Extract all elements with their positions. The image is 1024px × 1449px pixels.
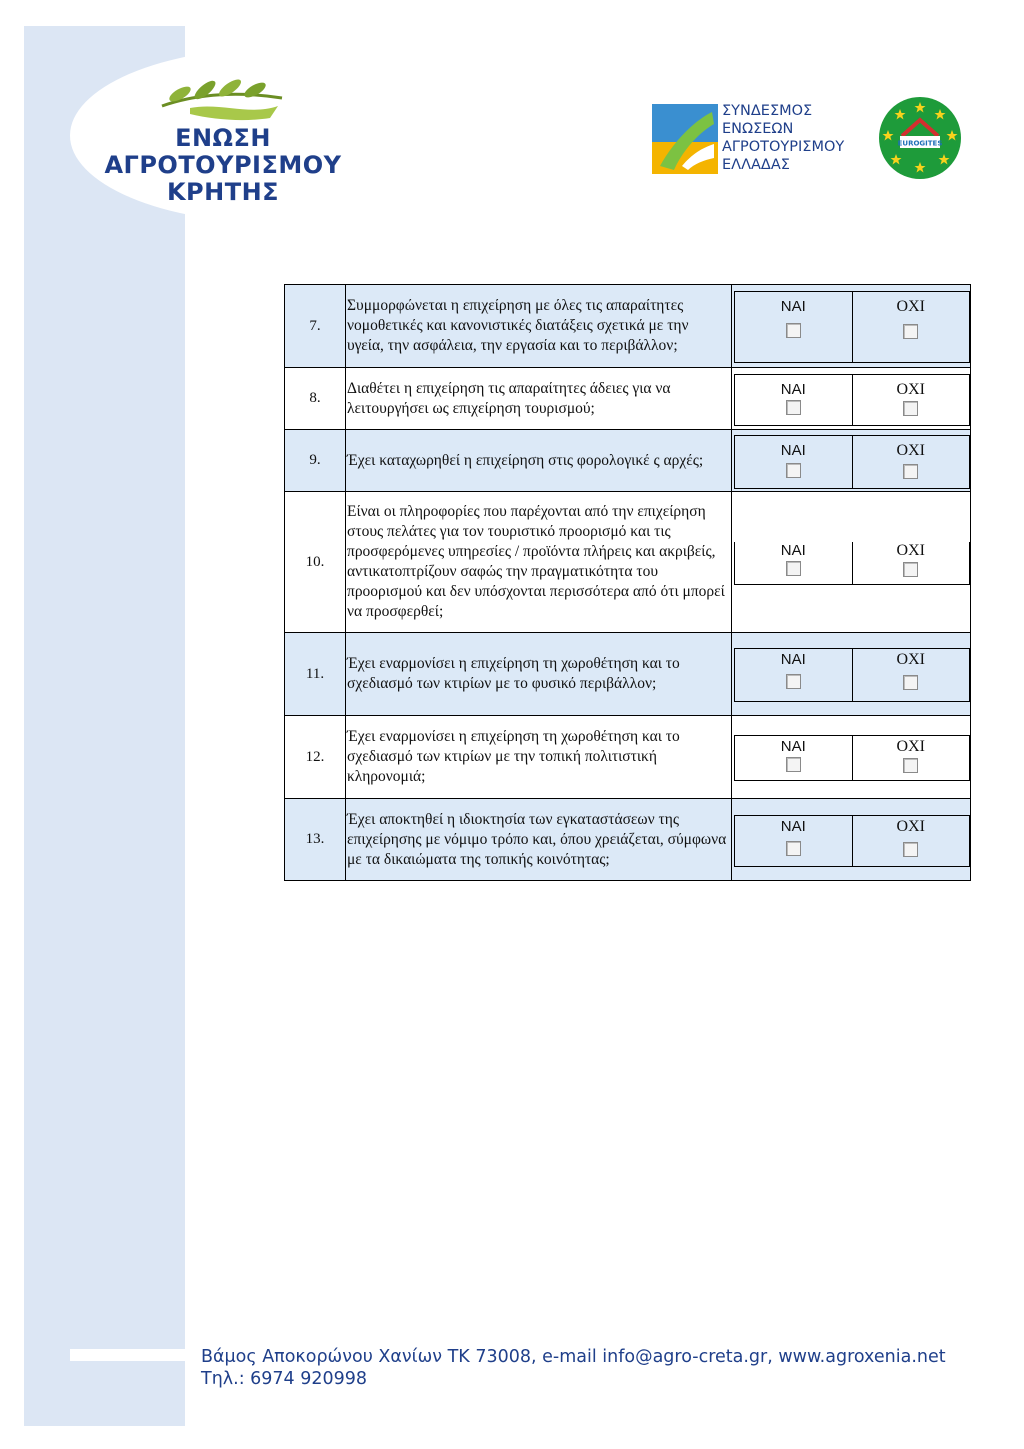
- no-checkbox[interactable]: [903, 842, 918, 857]
- no-option: [852, 816, 970, 866]
- answer-cell: [732, 799, 971, 881]
- yes-checkbox[interactable]: [786, 323, 801, 338]
- question-text: Είναι οι πληροφορίες που παρέχονται από την επιχείρηση στους πελάτες για τον τουριστικό προορισμό και τις προσφερόμενες υπηρεσίες / προϊόντα πλήρεις και ακριβείς, αντικατοπτρίζουν σαφώς την πραγματικότητα του προορισμού και δεν υπόσχονται περισσότερα από ότι μπορεί να προσφερθεί;: [346, 492, 732, 633]
- no-label: ΟΧΙ: [896, 441, 925, 459]
- association-name: [722, 102, 844, 174]
- yes-label: ΝΑΙ: [780, 441, 806, 459]
- no-checkbox[interactable]: [903, 562, 918, 577]
- yes-label: ΝΑΙ: [780, 298, 806, 315]
- eurogites-label: EUROGITES: [897, 139, 943, 148]
- no-option: [852, 649, 970, 701]
- question-number: 7.: [285, 285, 346, 368]
- answer-box: [734, 542, 970, 585]
- question-row-11: [285, 633, 971, 716]
- no-checkbox[interactable]: [903, 324, 918, 339]
- question-row-12: [285, 716, 971, 799]
- no-label: ΟΧΙ: [896, 298, 925, 315]
- yes-option: [735, 292, 852, 362]
- answer-cell: [732, 716, 971, 799]
- logo-line-2: ΑΓΡΟΤΟΥΡΙΣΜΟΥ: [104, 151, 342, 179]
- yes-option: [735, 542, 852, 584]
- question-text: Έχει αποκτηθεί η ιδιοκτησία των εγκαταστάσεων της επιχείρησης με νόμιμο τρόπο και, όπου χρειάζεται, σύμφωνα με τα δικαιώματα της τοπικής κοινότητας;: [346, 799, 732, 881]
- yes-label: ΝΑΙ: [780, 817, 806, 835]
- answer-box: [734, 374, 970, 426]
- question-text: Έχει εναρμονίσει η επιχείρηση τη χωροθέτηση και το σχεδιασμό των κτιρίων με την τοπική πολιτιστική κληρονομιά;: [346, 716, 732, 799]
- yes-option: [735, 816, 852, 866]
- answer-cell: [732, 492, 971, 633]
- no-label: ΟΧΙ: [896, 380, 925, 398]
- yes-checkbox[interactable]: [786, 757, 801, 772]
- no-option: [852, 436, 970, 488]
- answer-box: [734, 291, 970, 363]
- question-row-13: [285, 799, 971, 881]
- answer-box: [734, 815, 970, 867]
- yes-option: [735, 649, 852, 701]
- eurogites-logo: [878, 96, 962, 180]
- questionnaire-table: [284, 284, 971, 881]
- yes-checkbox[interactable]: [786, 561, 801, 576]
- no-option: [852, 542, 970, 584]
- question-text: Διαθέτει η επιχείρηση τις απαραίτητες άδειες για να λειτουργήσει ως επιχείρηση τουρισμού;: [346, 368, 732, 430]
- answer-box: [734, 648, 970, 702]
- yes-checkbox[interactable]: [786, 400, 801, 415]
- yes-option: [735, 375, 852, 425]
- answer-cell: [732, 633, 971, 716]
- answer-cell: [732, 430, 971, 492]
- question-number: 8.: [285, 368, 346, 430]
- answer-box: [734, 435, 970, 489]
- footer-divider: [70, 1349, 185, 1361]
- yes-label: ΝΑΙ: [780, 541, 806, 559]
- yes-label: ΝΑΙ: [780, 651, 806, 668]
- question-row-8: [285, 368, 971, 430]
- no-label: ΟΧΙ: [896, 541, 925, 559]
- yes-option: [735, 436, 852, 488]
- no-option: [852, 736, 970, 780]
- association-line-3: ΑΓΡΟΤΟΥΡΙΣΜΟΥ: [722, 139, 845, 155]
- logo-line-3: ΚΡΗΤΗΣ: [166, 178, 280, 206]
- question-number: 13.: [285, 799, 346, 881]
- question-number: 9.: [285, 430, 346, 492]
- association-line-4: ΕΛΛΑΔΑΣ: [722, 157, 790, 173]
- yes-label: ΝΑΙ: [780, 738, 806, 755]
- no-label: ΟΧΙ: [896, 738, 925, 755]
- yes-option: [735, 736, 852, 780]
- question-number: 12.: [285, 716, 346, 799]
- association-logo: [652, 102, 862, 178]
- association-line-1: ΣΥΝΔΕΣΜΟΣ: [722, 103, 813, 119]
- yes-checkbox[interactable]: [786, 841, 801, 856]
- association-emblem-icon: [652, 104, 718, 174]
- yes-checkbox[interactable]: [786, 674, 801, 689]
- footer-address-line: Βάμος Αποκορώνου Χανίων ΤΚ 73008, e-mail info@agro-creta.gr, www.agroxenia.net: [201, 1347, 946, 1367]
- question-text: Έχει καταχωρηθεί η επιχείρηση στις φορολογικέ ς αρχές;: [346, 430, 732, 492]
- association-line-2: ΕΝΩΣΕΩΝ: [722, 121, 794, 137]
- answer-cell: [732, 285, 971, 368]
- answer-cell: [732, 368, 971, 430]
- question-row-7: [285, 285, 971, 368]
- footer-contact: [201, 1346, 946, 1390]
- yes-checkbox[interactable]: [786, 463, 801, 478]
- yes-label: ΝΑΙ: [780, 380, 806, 398]
- left-sidebar-band: [24, 26, 185, 1426]
- question-number: 11.: [285, 633, 346, 716]
- question-text: Συμμορφώνεται η επιχείρηση με όλες τις απαραίτητες νομοθετικές και κανονιστικές διατάξεις σχετικά με την υγεία, την ασφάλεια, την εργασία και το περιβάλλον;: [346, 285, 732, 368]
- logo-line-1: ΕΝΩΣΗ: [175, 124, 271, 152]
- no-option: [852, 375, 970, 425]
- no-label: ΟΧΙ: [896, 817, 925, 835]
- no-checkbox[interactable]: [903, 464, 918, 479]
- no-label: ΟΧΙ: [896, 651, 925, 668]
- no-checkbox[interactable]: [903, 675, 918, 690]
- question-row-9: [285, 430, 971, 492]
- question-number: 10.: [285, 492, 346, 633]
- no-checkbox[interactable]: [903, 758, 918, 773]
- question-row-10: [285, 492, 971, 633]
- no-option: [852, 292, 970, 362]
- question-text: Έχει εναρμονίσει η επιχείρηση τη χωροθέτηση και το σχεδιασμό των κτιρίων με το φυσικό περιβάλλον;: [346, 633, 732, 716]
- answer-box: [734, 735, 970, 781]
- no-checkbox[interactable]: [903, 401, 918, 416]
- footer-phone-line: Τηλ.: 6974 920998: [201, 1369, 368, 1389]
- olive-branch-icon: [160, 76, 285, 124]
